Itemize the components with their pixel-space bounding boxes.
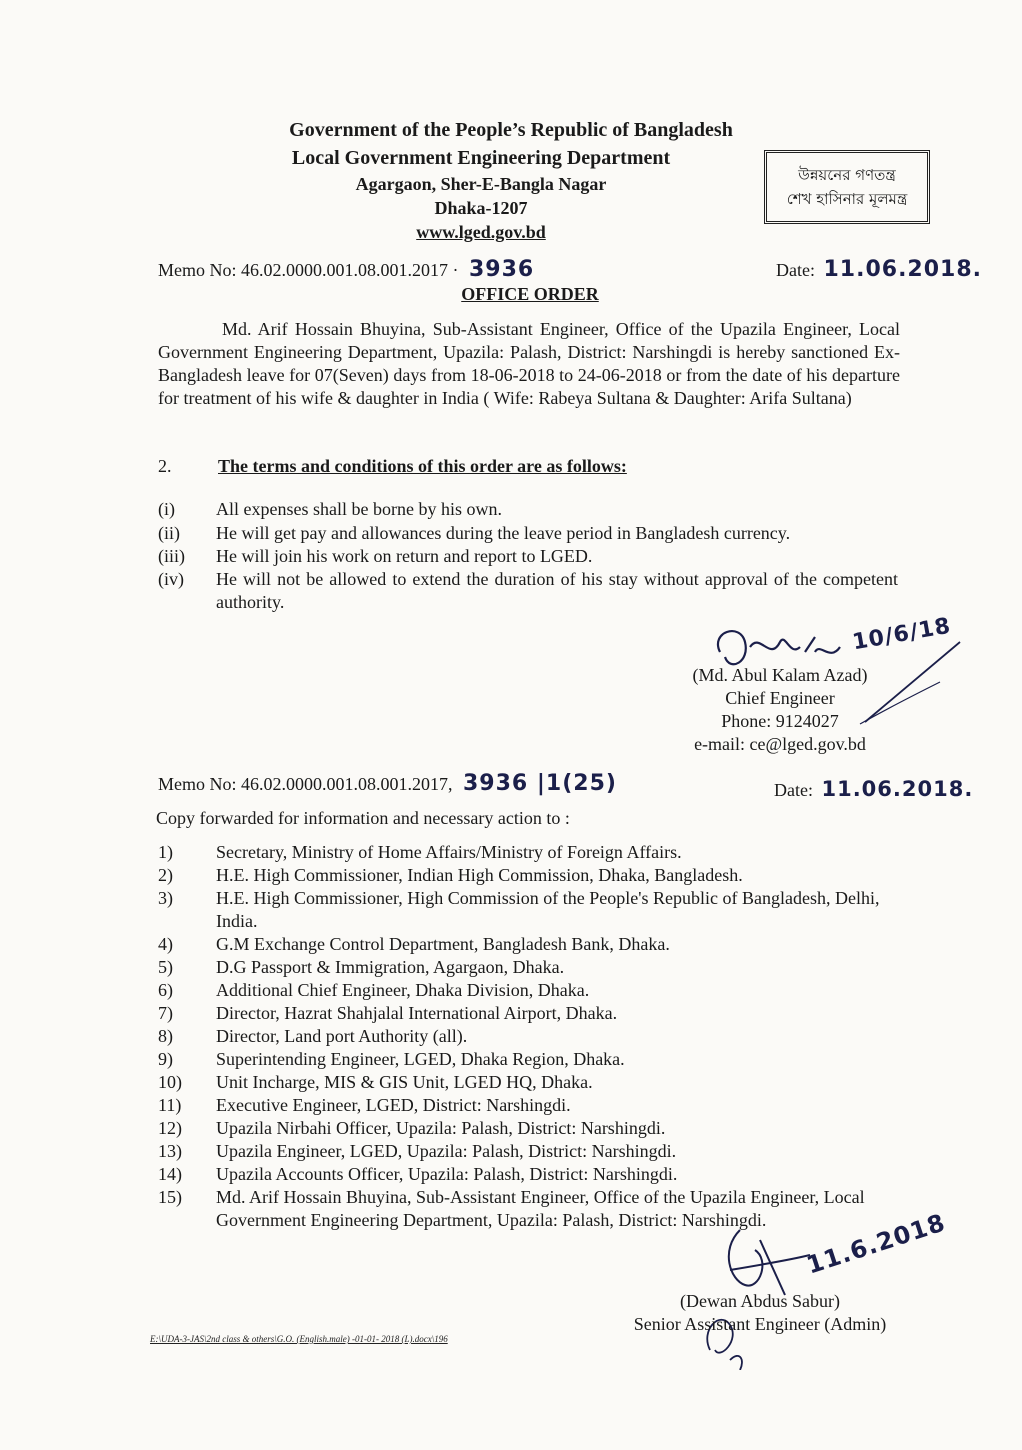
signatory-name-2: (Dewan Abdus Sabur) bbox=[680, 1291, 840, 1311]
copy-num: 3) bbox=[158, 888, 173, 908]
header-address: Agargaon, Sher-E-Bangla Nagar bbox=[355, 174, 607, 194]
copy-text: Upazila Accounts Officer, Upazila: Palash, District: Narshingdi. bbox=[216, 1164, 678, 1184]
header-government: Government of the People’s Republic of Bangladesh bbox=[289, 119, 733, 141]
copy-num: 1) bbox=[158, 842, 173, 862]
term-text: He will not be allowed to extend the duration of his stay without approval of the competent authority. bbox=[216, 569, 898, 612]
date-label-2: Date: bbox=[774, 780, 813, 800]
date-handwritten-1: 11.06.2018. bbox=[823, 257, 983, 282]
copy-text: Director, Hazrat Shahjalal International Airport, Dhaka. bbox=[216, 1003, 618, 1023]
term-num: (iii) bbox=[158, 546, 185, 566]
footer-file-path: E:\UDA-3-JAS\2nd class & others\G.O. (English.male) -01-01- 2018 (L).docx\196 bbox=[150, 1334, 448, 1344]
date-handwritten-2: 11.06.2018. bbox=[821, 777, 974, 801]
header-department: Local Government Engineering Department bbox=[291, 147, 671, 169]
copy-text: Unit Incharge, MIS & GIS Unit, LGED HQ, Dhaka. bbox=[216, 1072, 593, 1092]
signatory-name-1: (Md. Abul Kalam Azad) bbox=[692, 665, 868, 685]
slogan-line-1: উন্নয়নের গণতন্ত্র bbox=[798, 166, 896, 184]
term-text: All expenses shall be borne by his own. bbox=[216, 499, 502, 519]
copy-text: Upazila Nirbahi Officer, Upazila: Palash, District: Narshingdi. bbox=[216, 1118, 666, 1138]
copy-num: 7) bbox=[158, 1003, 173, 1023]
copy-num: 6) bbox=[158, 980, 173, 1000]
order-body-paragraph: Md. Arif Hossain Bhuyina, Sub-Assistant Engineer, Office of the Upazila Engineer, Local Government Engineering Department, Upazila: Palash, District: Narshingdi is hereby sanctioned Ex-Bangladesh leave for 07(Seven) days from 18-06-2018 to 24-06-2018 or from the date of his departure for treatment of his wife & daughter in India ( Wife: Rabeya Sultana & Daughter: Arifa Sultana) bbox=[158, 319, 900, 408]
copy-num: 11) bbox=[158, 1095, 182, 1115]
signatory-block-1 bbox=[660, 664, 900, 756]
memo-label-1: Memo No: 46.02.0000.001.08.001.2017 · bbox=[158, 260, 459, 280]
copy-num: 10) bbox=[158, 1072, 182, 1092]
copy-text: H.E. High Commissioner, Indian High Commission, Dhaka, Bangladesh. bbox=[216, 865, 743, 885]
copy-text: Executive Engineer, LGED, District: Narshingdi. bbox=[216, 1095, 571, 1115]
copy-num: 13) bbox=[158, 1141, 182, 1161]
copy-num: 9) bbox=[158, 1049, 173, 1069]
header-city: Dhaka-1207 bbox=[434, 198, 528, 218]
memo-handwritten-1: 3936 bbox=[469, 257, 535, 282]
term-num: (iv) bbox=[158, 569, 184, 589]
signatory-phone-1: Phone: 9124027 bbox=[721, 711, 839, 731]
copy-text: Director, Land port Authority (all). bbox=[216, 1026, 468, 1046]
signature-date-1: 10/6/18 bbox=[850, 613, 954, 656]
header-website: www.lged.gov.bd bbox=[416, 222, 546, 242]
copy-text: H.E. High Commissioner, High Commission of the People's Republic of Bangladesh, Delhi, India. bbox=[216, 888, 880, 931]
signatory-title-2: Senior Assistant Engineer (Admin) bbox=[633, 1314, 887, 1334]
copy-text: D.G Passport & Immigration, Agargaon, Dhaka. bbox=[216, 957, 565, 977]
signatory-block-2 bbox=[600, 1290, 920, 1336]
copy-text: G.M Exchange Control Department, Bangladesh Bank, Dhaka. bbox=[216, 934, 670, 954]
copy-text: Additional Chief Engineer, Dhaka Division, Dhaka. bbox=[216, 980, 590, 1000]
memo-number-2 bbox=[158, 772, 617, 796]
copy-text: Md. Arif Hossain Bhuyina, Sub-Assistant Engineer, Office of the Upazila Engineer, Local Government Engineering Department, Upazila: Palash, District: Narshingdi. bbox=[216, 1187, 865, 1230]
memo-date-2 bbox=[774, 777, 973, 802]
term-num: (i) bbox=[158, 499, 175, 519]
office-order-title: OFFICE ORDER bbox=[461, 284, 599, 304]
slogan-line-2: শেখ হাসিনার মূলমন্ত্র bbox=[786, 190, 908, 208]
memo-handwritten-2: 3936 |1(25) bbox=[463, 771, 617, 796]
signatory-email-1: e-mail: ce@lged.gov.bd bbox=[694, 734, 866, 754]
copy-text: Superintending Engineer, LGED, Dhaka Region, Dhaka. bbox=[216, 1049, 625, 1069]
signature-date-2: 11.6.2018 bbox=[803, 1208, 949, 1280]
memo-date-1 bbox=[776, 258, 982, 282]
term-num: (ii) bbox=[158, 523, 180, 543]
copy-num: 5) bbox=[158, 957, 173, 977]
signatory-title-1: Chief Engineer bbox=[725, 688, 835, 708]
memo-number-1 bbox=[158, 258, 534, 282]
term-text: He will get pay and allowances during the leave period in Bangladesh currency. bbox=[216, 523, 791, 543]
copy-text: Upazila Engineer, LGED, Upazila: Palash, District: Narshingdi. bbox=[216, 1141, 677, 1161]
memo-label-2: Memo No: 46.02.0000.001.08.001.2017, bbox=[158, 774, 453, 794]
copy-num: 15) bbox=[158, 1187, 182, 1207]
terms-heading: The terms and conditions of this order are as follows: bbox=[218, 456, 627, 476]
copy-text: Secretary, Ministry of Home Affairs/Ministry of Foreign Affairs. bbox=[216, 842, 682, 862]
copy-intro: Copy forwarded for information and necessary action to : bbox=[156, 808, 570, 828]
copy-num: 2) bbox=[158, 865, 173, 885]
terms-number: 2. bbox=[158, 456, 172, 476]
copy-num: 12) bbox=[158, 1118, 182, 1138]
slogan-box bbox=[764, 150, 930, 224]
date-label-1: Date: bbox=[776, 260, 815, 280]
term-text: He will join his work on return and report to LGED. bbox=[216, 546, 593, 566]
copy-num: 8) bbox=[158, 1026, 173, 1046]
copy-num: 4) bbox=[158, 934, 173, 954]
copy-num: 14) bbox=[158, 1164, 182, 1184]
